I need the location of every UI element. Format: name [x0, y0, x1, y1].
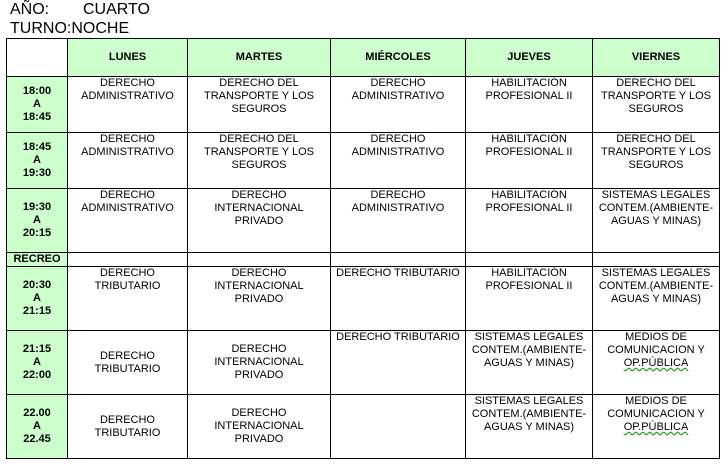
- class-cell-line: DERECHO: [231, 267, 287, 279]
- time-slot-line: 21:15: [22, 305, 52, 317]
- time-slot: [7, 395, 68, 459]
- shift-value: NOCHE: [71, 20, 130, 37]
- class-cell-monday: [68, 395, 188, 459]
- class-cell-line: SISTEMAS LEGALES: [474, 395, 584, 407]
- class-cell-line: DERECHO: [370, 77, 426, 89]
- class-cell-line: PROFESIONAL II: [485, 202, 573, 214]
- class-cell-line: DERECHO: [99, 77, 155, 89]
- class-cell-line: COMUNICACION Y: [607, 408, 705, 420]
- year-value: CUARTO: [83, 1, 150, 18]
- class-cell-line: MEDIOS DE: [625, 331, 687, 343]
- class-cell-line: SEGUROS: [628, 103, 684, 115]
- class-cell-line: HABILITACIÓN: [491, 77, 567, 89]
- schedule-table: [6, 38, 720, 459]
- class-cell-thursday: [466, 331, 593, 395]
- class-cell-line: SEGUROS: [231, 159, 287, 171]
- class-cell-line: DERECHO DEL: [219, 77, 299, 89]
- day-header-tuesday: MARTES: [188, 39, 331, 77]
- day-header-friday: VIERNES: [593, 39, 720, 77]
- class-cell-line: OP.PÚBLICA: [623, 421, 689, 433]
- recess-cell: [593, 253, 720, 267]
- class-cell-wednesday: [331, 77, 466, 133]
- class-cell-line: MEDIOS DE: [625, 395, 687, 407]
- time-slot-line: A: [33, 292, 41, 304]
- class-cell-thursday: [466, 133, 593, 189]
- class-cell-line: PRIVADO: [234, 293, 284, 305]
- time-slot: [7, 77, 68, 133]
- class-cell-line: PROFESIONAL II: [485, 146, 573, 158]
- class-cell-line: PROFESIONAL II: [485, 90, 573, 102]
- class-cell-line: HABILITACIÓN: [491, 267, 567, 279]
- class-cell-line: DERECHO: [99, 189, 155, 201]
- year-label: AÑO:: [10, 1, 50, 18]
- recess-label: RECREO: [7, 253, 68, 267]
- class-cell-line: TRIBUTARIO: [94, 280, 161, 292]
- class-cell-line: CONTEM.(AMBIENTE-: [598, 202, 714, 214]
- class-cell-line: INTERNACIONAL: [214, 202, 304, 214]
- time-slot-line: A: [33, 356, 41, 368]
- day-header-monday: LUNES: [68, 39, 188, 77]
- time-slot-line: A: [33, 214, 41, 226]
- class-cell-line: DERECHO: [99, 413, 155, 426]
- shift-heading: [10, 20, 129, 38]
- recess-row: [7, 253, 720, 267]
- class-cell-friday: [593, 267, 720, 331]
- shift-label: TURNO:: [10, 20, 72, 37]
- class-cell-line: DERECHO DEL: [219, 133, 299, 145]
- class-cell-line: INTERNACIONAL: [214, 420, 304, 432]
- recess-cell: [331, 253, 466, 267]
- class-cell-line: TRANSPORTE Y LOS: [600, 146, 712, 158]
- class-cell-friday: [593, 133, 720, 189]
- schedule-row: [7, 77, 720, 133]
- class-cell-line: TRIBUTARIO: [94, 362, 161, 375]
- class-cell-monday: [68, 189, 188, 253]
- class-cell-wednesday: [331, 189, 466, 253]
- class-cell-wednesday: [331, 267, 466, 331]
- day-header-thursday: JUEVES: [466, 39, 593, 77]
- class-cell-line: DERECHO: [231, 189, 287, 201]
- class-cell-line: DERECHO: [99, 267, 155, 279]
- class-cell-line: AGUAS Y MINAS): [483, 357, 575, 369]
- time-slot-line: 19:30: [22, 201, 52, 213]
- class-cell-wednesday: [331, 395, 466, 459]
- class-cell-line: DERECHO DEL: [616, 133, 696, 145]
- class-cell-wednesday: [331, 133, 466, 189]
- class-cell-tuesday: [188, 189, 331, 253]
- class-cell-line: TRANSPORTE Y LOS: [600, 90, 712, 102]
- class-cell-line: CONTEM.(AMBIENTE-: [471, 344, 587, 356]
- class-cell-line: SISTEMAS LEGALES: [601, 267, 711, 279]
- class-cell-line: HABILITACIÓN: [491, 133, 567, 145]
- class-cell-tuesday: [188, 267, 331, 331]
- time-slot: [7, 189, 68, 253]
- corner-cell: [7, 39, 68, 77]
- class-cell-line: DERECHO: [231, 343, 287, 355]
- class-cell-friday: [593, 395, 720, 459]
- time-slot-line: A: [33, 98, 41, 110]
- class-cell-line: ADMINISTRATIVO: [81, 146, 174, 158]
- class-cell-line: TRIBUTARIO: [94, 426, 161, 439]
- day-header-wednesday: MIÉRCOLES: [331, 39, 466, 77]
- recess-cell: [466, 253, 593, 267]
- class-cell-line: HABILITACIÓN: [491, 189, 567, 201]
- class-cell-line: DERECHO: [99, 349, 155, 362]
- class-cell-line: DERECHO TRIBUTARIO: [336, 331, 460, 343]
- class-cell-tuesday: [188, 133, 331, 189]
- time-slot: [7, 267, 68, 331]
- class-cell-friday: [593, 189, 720, 253]
- class-cell-monday: [68, 267, 188, 331]
- class-cell-line: INTERNACIONAL: [214, 356, 304, 368]
- time-slot-line: 19:30: [22, 167, 52, 179]
- class-cell-line: TRANSPORTE Y LOS: [203, 146, 315, 158]
- class-cell-line: ADMINISTRATIVO: [351, 146, 445, 158]
- recess-cell: [188, 253, 331, 267]
- time-slot: [7, 133, 68, 189]
- time-slot-line: 18:45: [22, 111, 52, 123]
- class-cell-line: SISTEMAS LEGALES: [474, 331, 584, 343]
- class-cell-line: PRIVADO: [234, 369, 284, 381]
- time-slot-line: 20:30: [22, 279, 52, 291]
- class-cell-tuesday: [188, 331, 331, 395]
- time-slot-line: 18:45: [22, 141, 52, 153]
- class-cell-line: DERECHO TRIBUTARIO: [336, 267, 460, 279]
- class-cell-monday: [68, 77, 188, 133]
- class-cell-line: OP.PÚBLICA: [623, 357, 689, 369]
- class-cell-line: DERECHO: [370, 133, 426, 145]
- class-cell-line: AGUAS Y MINAS): [610, 293, 702, 305]
- class-cell-line: CONTEM.(AMBIENTE-: [598, 280, 714, 292]
- class-cell-line: PRIVADO: [234, 433, 284, 445]
- schedule-row: [7, 395, 720, 459]
- schedule-row: [7, 133, 720, 189]
- class-cell-thursday: [466, 189, 593, 253]
- recess-cell: [68, 253, 188, 267]
- class-cell-tuesday: [188, 395, 331, 459]
- time-slot-line: A: [33, 420, 41, 432]
- time-slot-line: 18:00: [22, 85, 52, 97]
- schedule-row: [7, 267, 720, 331]
- time-slot-line: 22.00: [23, 407, 51, 419]
- class-cell-wednesday: [331, 331, 466, 395]
- time-slot: [7, 331, 68, 395]
- class-cell-thursday: [466, 267, 593, 331]
- time-slot-line: 21:15: [22, 343, 52, 355]
- class-cell-line: AGUAS Y MINAS): [610, 215, 702, 227]
- class-cell-line: INTERNACIONAL: [214, 280, 304, 292]
- class-cell-line: ADMINISTRATIVO: [81, 202, 174, 214]
- class-cell-line: SISTEMAS LEGALES: [601, 189, 711, 201]
- class-cell-thursday: [466, 395, 593, 459]
- class-cell-line: PROFESIONAL II: [485, 280, 573, 292]
- class-cell-line: PRIVADO: [234, 215, 284, 227]
- class-cell-line: CONTEM.(AMBIENTE-: [471, 408, 587, 420]
- class-cell-tuesday: [188, 77, 331, 133]
- class-cell-thursday: [466, 77, 593, 133]
- class-cell-monday: [68, 331, 188, 395]
- class-cell-friday: [593, 77, 720, 133]
- class-cell-line: COMUNICACION Y: [607, 344, 705, 356]
- time-slot-line: 22.45: [23, 433, 51, 445]
- class-cell-friday: [593, 331, 720, 395]
- class-cell-line: ADMINISTRATIVO: [81, 90, 174, 102]
- class-cell-line: AGUAS Y MINAS): [483, 421, 575, 433]
- class-cell-line: SEGUROS: [231, 103, 287, 115]
- schedule-row: [7, 331, 720, 395]
- class-cell-line: DERECHO DEL: [616, 77, 696, 89]
- time-slot-line: A: [33, 154, 41, 166]
- class-cell-line: TRANSPORTE Y LOS: [203, 90, 315, 102]
- class-cell-line: DERECHO: [370, 189, 426, 201]
- day-header-row: [7, 39, 720, 77]
- class-cell-line: SEGUROS: [628, 159, 684, 171]
- time-slot-line: 20:15: [22, 227, 52, 239]
- class-cell-line: DERECHO: [231, 407, 287, 419]
- class-cell-line: ADMINISTRATIVO: [351, 202, 445, 214]
- class-cell-line: ADMINISTRATIVO: [351, 90, 445, 102]
- schedule-row: [7, 189, 720, 253]
- time-slot-line: 22:00: [22, 369, 52, 381]
- class-cell-monday: [68, 133, 188, 189]
- year-heading: [10, 1, 150, 19]
- class-cell-line: DERECHO: [99, 133, 155, 145]
